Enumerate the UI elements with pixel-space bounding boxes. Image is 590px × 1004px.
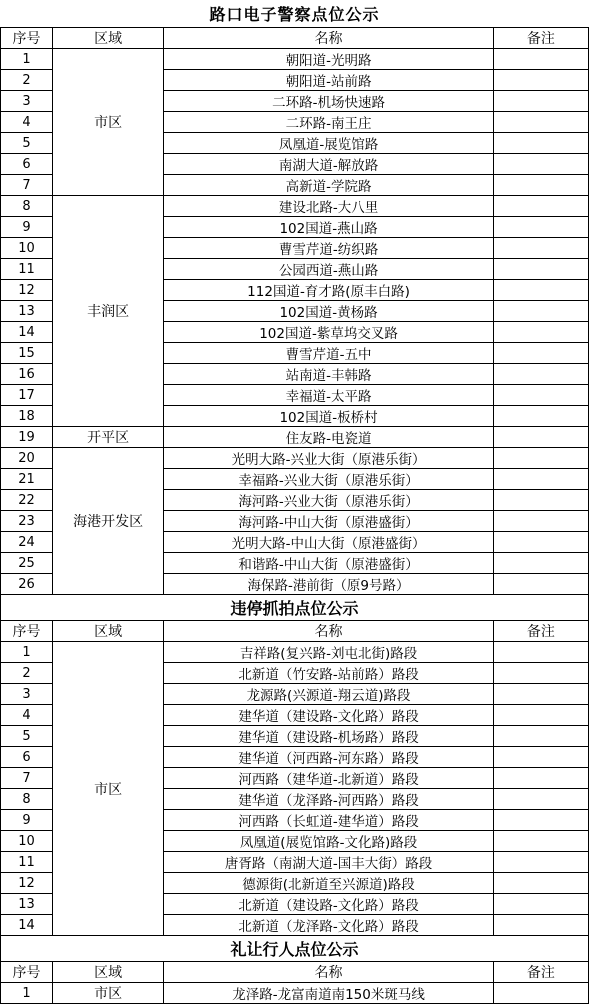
column-header-district: 区域 — [53, 28, 164, 49]
table-row — [1, 49, 589, 70]
note-cell — [493, 831, 588, 852]
note-cell — [493, 406, 588, 427]
location-name: 朝阳道-光明路 — [164, 49, 494, 70]
row-number: 5 — [1, 726, 53, 747]
note-cell — [493, 259, 588, 280]
row-number: 12 — [1, 873, 53, 894]
location-name: 幸福道-太平路 — [164, 385, 494, 406]
note-cell — [493, 385, 588, 406]
row-number: 26 — [1, 574, 53, 595]
row-number: 19 — [1, 427, 53, 448]
location-name: 102国道-黄杨路 — [164, 301, 494, 322]
column-header-no: 序号 — [1, 621, 53, 642]
section-title: 路口电子警察点位公示 — [1, 0, 589, 28]
note-cell — [493, 133, 588, 154]
note-cell — [493, 112, 588, 133]
column-header-no: 序号 — [1, 28, 53, 49]
location-name: 凤凰道-展览馆路 — [164, 133, 494, 154]
note-cell — [493, 175, 588, 196]
section-title: 礼让行人点位公示 — [1, 936, 589, 962]
note-cell — [493, 768, 588, 789]
note-cell — [493, 70, 588, 91]
row-number: 11 — [1, 852, 53, 873]
row-number: 14 — [1, 915, 53, 936]
location-name: 建华道（龙泽路-河西路）路段 — [164, 789, 494, 810]
note-cell — [493, 642, 588, 663]
location-name: 高新道-学院路 — [164, 175, 494, 196]
note-cell — [493, 532, 588, 553]
location-name: 海河路-兴业大街（原港乐街） — [164, 490, 494, 511]
note-cell — [493, 364, 588, 385]
row-number: 13 — [1, 301, 53, 322]
column-header-note: 备注 — [493, 621, 588, 642]
location-name: 德源街(北新道至兴源道)路段 — [164, 873, 494, 894]
location-name: 二环路-机场快速路 — [164, 91, 494, 112]
location-name: 唐胥路（南湖大道-国丰大街）路段 — [164, 852, 494, 873]
row-number: 13 — [1, 894, 53, 915]
note-cell — [493, 301, 588, 322]
column-header-district: 区域 — [53, 962, 164, 983]
note-cell — [493, 553, 588, 574]
note-cell — [493, 91, 588, 112]
section-title: 违停抓拍点位公示 — [1, 595, 589, 621]
note-cell — [493, 217, 588, 238]
note-cell — [493, 789, 588, 810]
row-number: 1 — [1, 642, 53, 663]
district-cell: 市区 — [53, 983, 164, 1004]
header-row — [1, 621, 589, 642]
location-name: 海河路-中山大街（原港盛街） — [164, 511, 494, 532]
row-number: 2 — [1, 70, 53, 91]
column-header-name: 名称 — [164, 621, 494, 642]
location-name: 公园西道-燕山路 — [164, 259, 494, 280]
location-name: 站南道-丰韩路 — [164, 364, 494, 385]
header-row — [1, 28, 589, 49]
column-header-name: 名称 — [164, 962, 494, 983]
column-header-note: 备注 — [493, 962, 588, 983]
section-title-row — [1, 936, 589, 962]
note-cell — [493, 983, 588, 1004]
location-name: 凤凰道(展览馆路-文化路)路段 — [164, 831, 494, 852]
row-number: 11 — [1, 259, 53, 280]
row-number: 12 — [1, 280, 53, 301]
note-cell — [493, 427, 588, 448]
note-cell — [493, 894, 588, 915]
note-cell — [493, 705, 588, 726]
note-cell — [493, 873, 588, 894]
row-number: 4 — [1, 112, 53, 133]
location-name: 海保路-港前街（原9号路） — [164, 574, 494, 595]
row-number: 5 — [1, 133, 53, 154]
row-number: 24 — [1, 532, 53, 553]
row-number: 10 — [1, 238, 53, 259]
location-name: 二环路-南王庄 — [164, 112, 494, 133]
district-cell: 海港开发区 — [53, 448, 164, 595]
row-number: 7 — [1, 768, 53, 789]
location-name: 河西路（长虹道-建华道）路段 — [164, 810, 494, 831]
note-cell — [493, 915, 588, 936]
row-number: 9 — [1, 810, 53, 831]
district-cell: 开平区 — [53, 427, 164, 448]
table-row — [1, 983, 589, 1004]
row-number: 8 — [1, 789, 53, 810]
header-row — [1, 962, 589, 983]
row-number: 6 — [1, 154, 53, 175]
location-name: 建华道（建设路-文化路）路段 — [164, 705, 494, 726]
location-name: 朝阳道-站前路 — [164, 70, 494, 91]
location-name: 102国道-板桥村 — [164, 406, 494, 427]
note-cell — [493, 511, 588, 532]
row-number: 21 — [1, 469, 53, 490]
row-number: 3 — [1, 684, 53, 705]
location-name: 南湖大道-解放路 — [164, 154, 494, 175]
column-header-note: 备注 — [493, 28, 588, 49]
note-cell — [493, 852, 588, 873]
row-number: 25 — [1, 553, 53, 574]
row-number: 22 — [1, 490, 53, 511]
row-number: 17 — [1, 385, 53, 406]
location-name: 河西路（建华道-北新道）路段 — [164, 768, 494, 789]
location-name: 龙泽路-龙富南道南150米斑马线 — [164, 983, 494, 1004]
row-number: 20 — [1, 448, 53, 469]
row-number: 18 — [1, 406, 53, 427]
section-title-row — [1, 0, 589, 28]
row-number: 9 — [1, 217, 53, 238]
table-row — [1, 642, 589, 663]
location-name: 龙源路(兴源道-翔云道)路段 — [164, 684, 494, 705]
location-name: 曹雪芹道-纺织路 — [164, 238, 494, 259]
note-cell — [493, 196, 588, 217]
location-name: 建设北路-大八里 — [164, 196, 494, 217]
location-name: 建华道（建设路-机场路）路段 — [164, 726, 494, 747]
note-cell — [493, 574, 588, 595]
row-number: 6 — [1, 747, 53, 768]
column-header-district: 区域 — [53, 621, 164, 642]
note-cell — [493, 49, 588, 70]
note-cell — [493, 490, 588, 511]
row-number: 10 — [1, 831, 53, 852]
note-cell — [493, 684, 588, 705]
location-name: 北新道（竹安路-站前路）路段 — [164, 663, 494, 684]
location-name: 光明大路-中山大街（原港盛街） — [164, 532, 494, 553]
location-name: 和谐路-中山大街（原港盛街） — [164, 553, 494, 574]
row-number: 14 — [1, 322, 53, 343]
row-number: 4 — [1, 705, 53, 726]
location-name: 北新道（龙泽路-文化路）路段 — [164, 915, 494, 936]
district-cell: 丰润区 — [53, 196, 164, 427]
note-cell — [493, 469, 588, 490]
table-row — [1, 448, 589, 469]
district-cell: 市区 — [53, 49, 164, 196]
note-cell — [493, 448, 588, 469]
district-cell: 市区 — [53, 642, 164, 936]
location-name: 北新道（建设路-文化路）路段 — [164, 894, 494, 915]
column-header-name: 名称 — [164, 28, 494, 49]
location-name: 102国道-燕山路 — [164, 217, 494, 238]
location-name: 曹雪芹道-五中 — [164, 343, 494, 364]
row-number: 2 — [1, 663, 53, 684]
section-title-row — [1, 595, 589, 621]
row-number: 1 — [1, 49, 53, 70]
note-cell — [493, 238, 588, 259]
location-name: 建华道（河西路-河东路）路段 — [164, 747, 494, 768]
row-number: 16 — [1, 364, 53, 385]
row-number: 15 — [1, 343, 53, 364]
location-name: 光明大路-兴业大街（原港乐街） — [164, 448, 494, 469]
table-row — [1, 427, 589, 448]
location-name: 112国道-育才路(原丰白路) — [164, 280, 494, 301]
note-cell — [493, 726, 588, 747]
row-number: 8 — [1, 196, 53, 217]
note-cell — [493, 322, 588, 343]
note-cell — [493, 747, 588, 768]
row-number: 1 — [1, 983, 53, 1004]
note-cell — [493, 663, 588, 684]
table-row — [1, 196, 589, 217]
column-header-no: 序号 — [1, 962, 53, 983]
row-number: 7 — [1, 175, 53, 196]
note-cell — [493, 154, 588, 175]
note-cell — [493, 343, 588, 364]
note-cell — [493, 280, 588, 301]
location-name: 102国道-紫草坞交叉路 — [164, 322, 494, 343]
note-cell — [493, 810, 588, 831]
location-name: 住友路-电瓷道 — [164, 427, 494, 448]
row-number: 3 — [1, 91, 53, 112]
location-name: 吉祥路(复兴路-刘屯北街)路段 — [164, 642, 494, 663]
row-number: 23 — [1, 511, 53, 532]
location-name: 幸福路-兴业大街（原港乐街） — [164, 469, 494, 490]
